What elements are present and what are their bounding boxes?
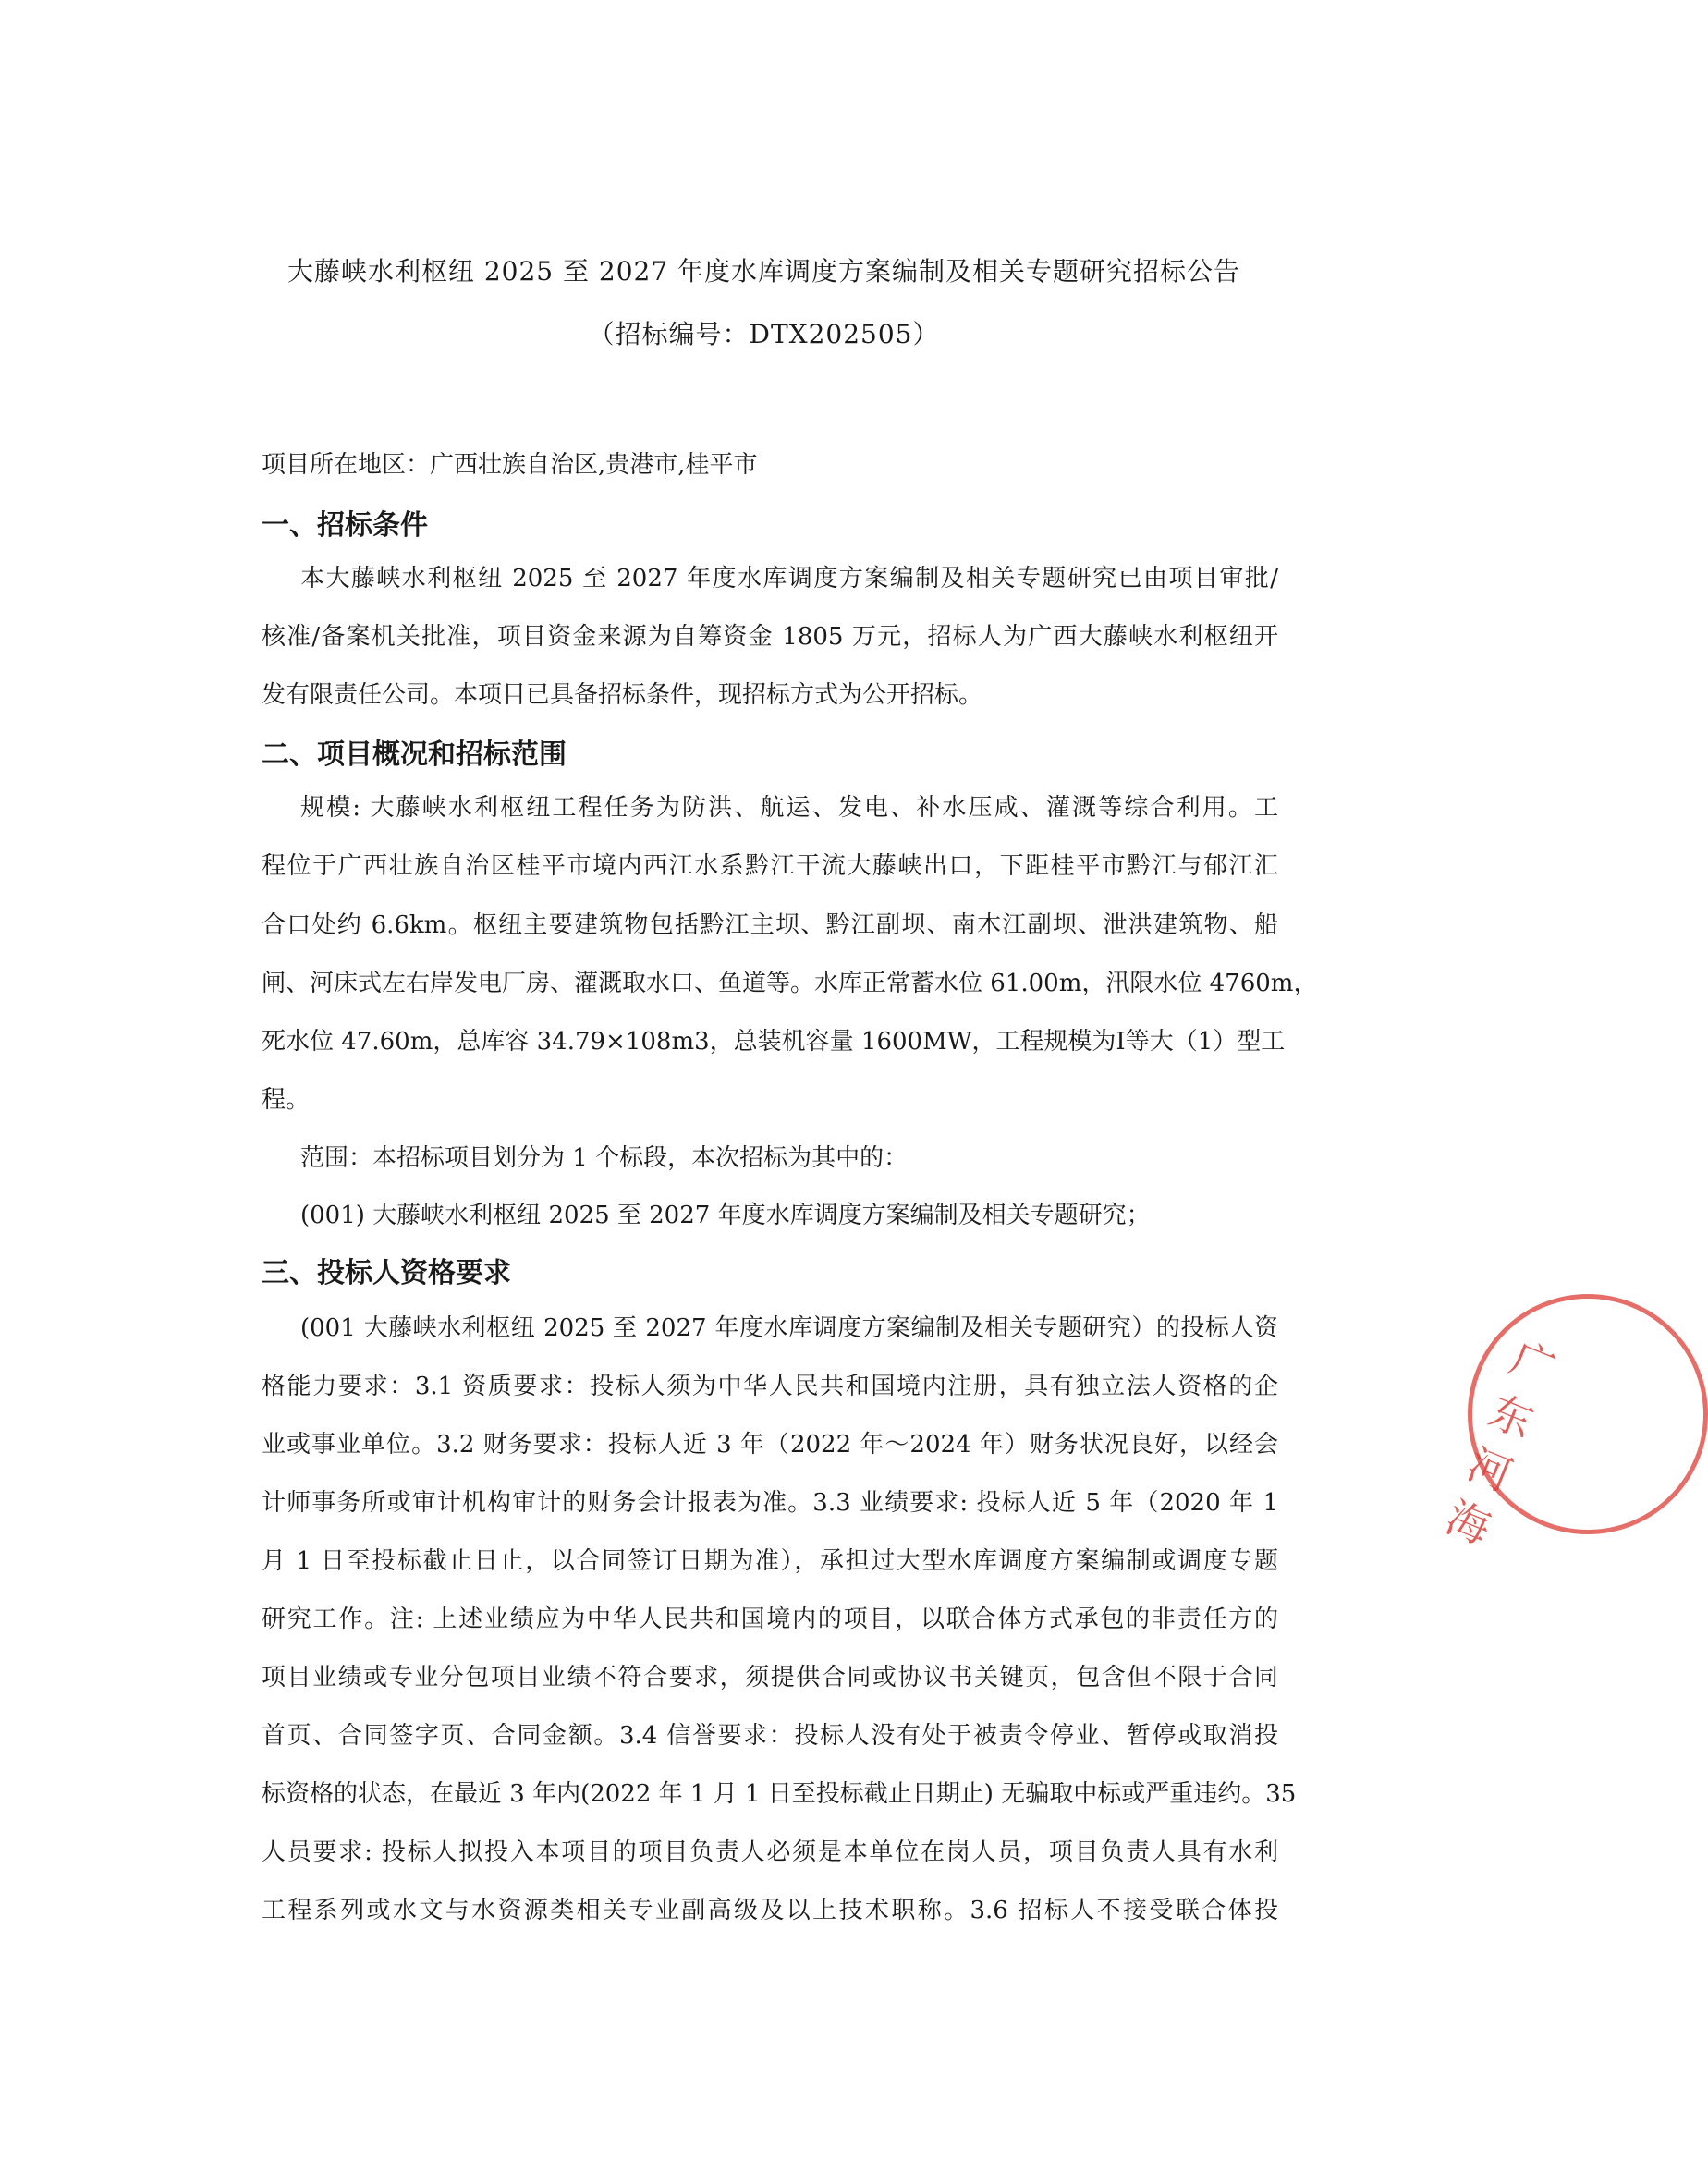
section-2-line: 程。 <box>262 1086 311 1114</box>
section-2-line: 死水位 47.60m，总库容 34.79×108m3，总装机容量 1600MW，工程规模为Ⅰ等大（1）型工 <box>262 1028 1286 1056</box>
section-2-line: 程位于广西壮族自治区桂平市境内西江水系黔江干流大藤峡出口，下距桂平市黔江与郁江汇 <box>262 852 1278 880</box>
section-3-line: 标资格的状态，在最近 3 年内(2022 年 1 月 1 日至投标截止日期止) 无骗取中标或严重违约。35 <box>262 1780 1297 1808</box>
section-1-heading: 一、招标条件 <box>262 509 428 542</box>
section-3-line: 月 1 日至投标截止日止，以合同签订日期为准），承担过大型水库调度方案编制或调度专题 <box>262 1547 1278 1575</box>
section-3-line: (001 大藤峡水利枢纽 2025 至 2027 年度水库调度方案编制及相关专题研究）的投标人资 <box>300 1314 1278 1342</box>
section-2-heading: 二、项目概况和招标范围 <box>262 739 567 771</box>
section-3-line: 人员要求: 投标人拟投入本项目的项目负责人必须是本单位在岗人员，项目负责人具有水利 <box>262 1838 1278 1866</box>
project-region: 项目所在地区：广西壮族自治区,贵港市,桂平市 <box>262 451 758 479</box>
section-2-line: 规模: 大藤峡水利枢纽工程任务为防洪、航运、发电、补水压咸、灌溉等综合利用。工 <box>300 794 1278 822</box>
section-2-line: 合口处约 6.6km。枢纽主要建筑物包括黔江主坝、黔江副坝、南木江副坝、泄洪建筑物、船 <box>262 911 1278 939</box>
section-3-line: 研究工作。注: 上述业绩应为中华人民共和国境内的项目，以联合体方式承包的非责任方的 <box>262 1605 1278 1633</box>
section-3-heading: 三、投标人资格要求 <box>262 1257 511 1289</box>
section-1-line: 核准/备案机关批准，项目资金来源为自筹资金 1805 万元，招标人为广西大藤峡水利枢纽开 <box>262 623 1278 651</box>
seal-text: 广东河海 <box>1439 1332 1562 1555</box>
section-1-line: 发有限责任公司。本项目已具备招标条件，现招标方式为公开招标。 <box>262 681 983 709</box>
section-3-line: 首页、合同签字页、合同金额。3.4 信誉要求：投标人没有处于被责令停业、暂停或取消投 <box>262 1722 1278 1750</box>
section-3-line: 格能力要求：3.1 资质要求：投标人须为中华人民共和国境内注册，具有独立法人资格的企 <box>262 1373 1278 1400</box>
tender-number: （招标编号：DTX202505） <box>588 319 940 349</box>
document-title: 大藤峡水利枢纽 2025 至 2027 年度水库调度方案编制及相关专题研究招标公告 <box>287 256 1241 287</box>
section-3-line: 计师事务所或审计机构审计的财务会计报表为准。3.3 业绩要求: 投标人近 5 年（2020 年 1 <box>262 1489 1278 1517</box>
section-3-line: 业或事业单位。3.2 财务要求：投标人近 3 年（2022 年～2024 年）财务状况良好，以经会 <box>262 1431 1278 1459</box>
section-2-scope: 范围：本招标项目划分为 1 个标段，本次招标为其中的： <box>300 1144 909 1172</box>
section-3-line: 工程系列或水文与水资源类相关专业副高级及以上技术职称。3.6 招标人不接受联合体投 <box>262 1897 1278 1924</box>
section-2-lot: (001) 大藤峡水利枢纽 2025 至 2027 年度水库调度方案编制及相关专题研究； <box>300 1202 1151 1229</box>
section-3-line: 项目业绩或专业分包项目业绩不符合要求，须提供合同或协议书关键页，包含但不限于合同 <box>262 1664 1278 1691</box>
section-2-line: 闸、河床式左右岸发电厂房、灌溉取水口、鱼道等。水库正常蓄水位 61.00m，汛限水位 4760m， <box>262 970 1318 997</box>
section-1-line: 本大藤峡水利枢纽 2025 至 2027 年度水库调度方案编制及相关专题研究已由项目审批/ <box>300 565 1278 592</box>
